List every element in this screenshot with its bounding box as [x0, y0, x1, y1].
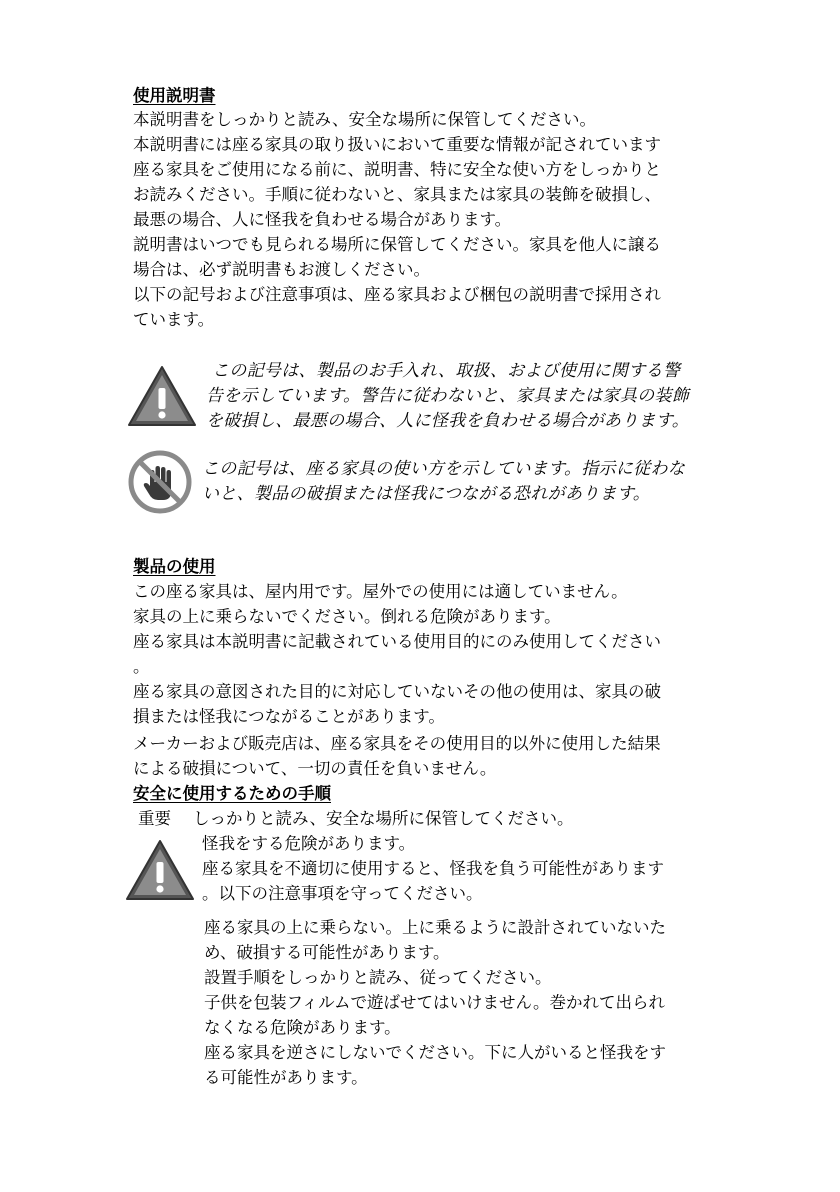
warning-line: 。以下の注意事項を守ってください。	[202, 884, 483, 903]
safety-item-line: 座る家具の上に乗らない。上に乗るように設計されていないた	[204, 918, 666, 937]
section-heading-manual: 使用説明書	[133, 86, 216, 105]
paragraph-line: この座る家具は、屋内用です。屋外での使用には適していません。	[133, 582, 628, 601]
paragraph-line: 座る家具は本説明書に記載されている使用目的にのみ使用してください	[133, 632, 661, 651]
paragraph-line: 説明書はいつでも見られる場所に保管してください。家具を他人に譲る	[133, 235, 661, 254]
important-text: しっかりと読み、安全な場所に保管してください。	[193, 809, 574, 828]
paragraph-line: 場合は、必ず説明書もお渡しください。	[133, 260, 430, 279]
paragraph-line: ています。	[133, 310, 215, 329]
safety-item-line: 設置手順をしっかりと読み、従ってください。	[204, 968, 552, 987]
paragraph-line: 家具の上に乗らないでください。倒れる危険があります。	[133, 607, 561, 626]
paragraph-line: お読みください。手順に従わないと、家具または家具の装飾を破損し、	[133, 185, 661, 204]
section-heading-product-use: 製品の使用	[133, 557, 216, 576]
prohibited-hand-icon	[128, 450, 192, 514]
safety-item-line: 子供を包装フィルムで遊ばせてはいけません。巻かれて出られ	[204, 993, 666, 1012]
prohibition-symbol-text: この記号は、座る家具の使い方を示しています。指示に従わな	[202, 459, 686, 479]
warning-symbol-text: を破損し、最悪の場合、人に怪我を負わせる場合があります。	[206, 411, 690, 431]
paragraph-line: 。	[133, 657, 150, 676]
warning-line: 怪我をする危険があります。	[202, 834, 416, 853]
section-heading-safety: 安全に使用するための手順	[133, 784, 331, 803]
warning-triangle-icon	[126, 364, 198, 428]
safety-item-line: る可能性があります。	[204, 1068, 368, 1087]
paragraph-line: メーカーおよび販売店は、座る家具をその使用目的以外に使用した結果	[133, 734, 661, 753]
warning-triangle-icon	[124, 838, 196, 902]
safety-item-line: なくなる危険があります。	[204, 1018, 401, 1037]
safety-item-line: 座る家具を逆さにしないでください。下に人がいると怪我をす	[204, 1043, 666, 1062]
paragraph-line: 座る家具をご使用になる前に、説明書、特に安全な使い方をしっかりと	[133, 160, 661, 179]
paragraph-line: 以下の記号および注意事項は、座る家具および梱包の説明書で採用され	[133, 285, 661, 304]
paragraph-line: 本説明書をしっかりと読み、安全な場所に保管してください。	[133, 110, 596, 129]
prohibition-symbol-text: いと、製品の破損または怪我につながる恐れがあります。	[202, 484, 651, 504]
paragraph-line: 最悪の場合、人に怪我を負わせる場合があります。	[133, 210, 512, 229]
paragraph-line: 座る家具の意図された目的に対応していないその他の使用は、家具の破	[133, 682, 661, 701]
warning-line: 座る家具を不適切に使用すると、怪我を負う可能性があります	[202, 859, 664, 878]
warning-symbol-text: 告を示しています。警告に従わないと、家具または家具の装飾	[206, 386, 690, 406]
warning-symbol-text: この記号は、製品のお手入れ、取扱、および使用に関する警	[212, 361, 681, 381]
important-label: 重要	[138, 809, 171, 828]
safety-item-line: め、破損する可能性があります。	[204, 943, 450, 962]
paragraph-line: による破損について、一切の責任を負いません。	[133, 759, 497, 778]
paragraph-line: 損または怪我につながることがあります。	[133, 707, 445, 726]
paragraph-line: 本説明書には座る家具の取り扱いにおいて重要な情報が記されています	[133, 135, 661, 154]
